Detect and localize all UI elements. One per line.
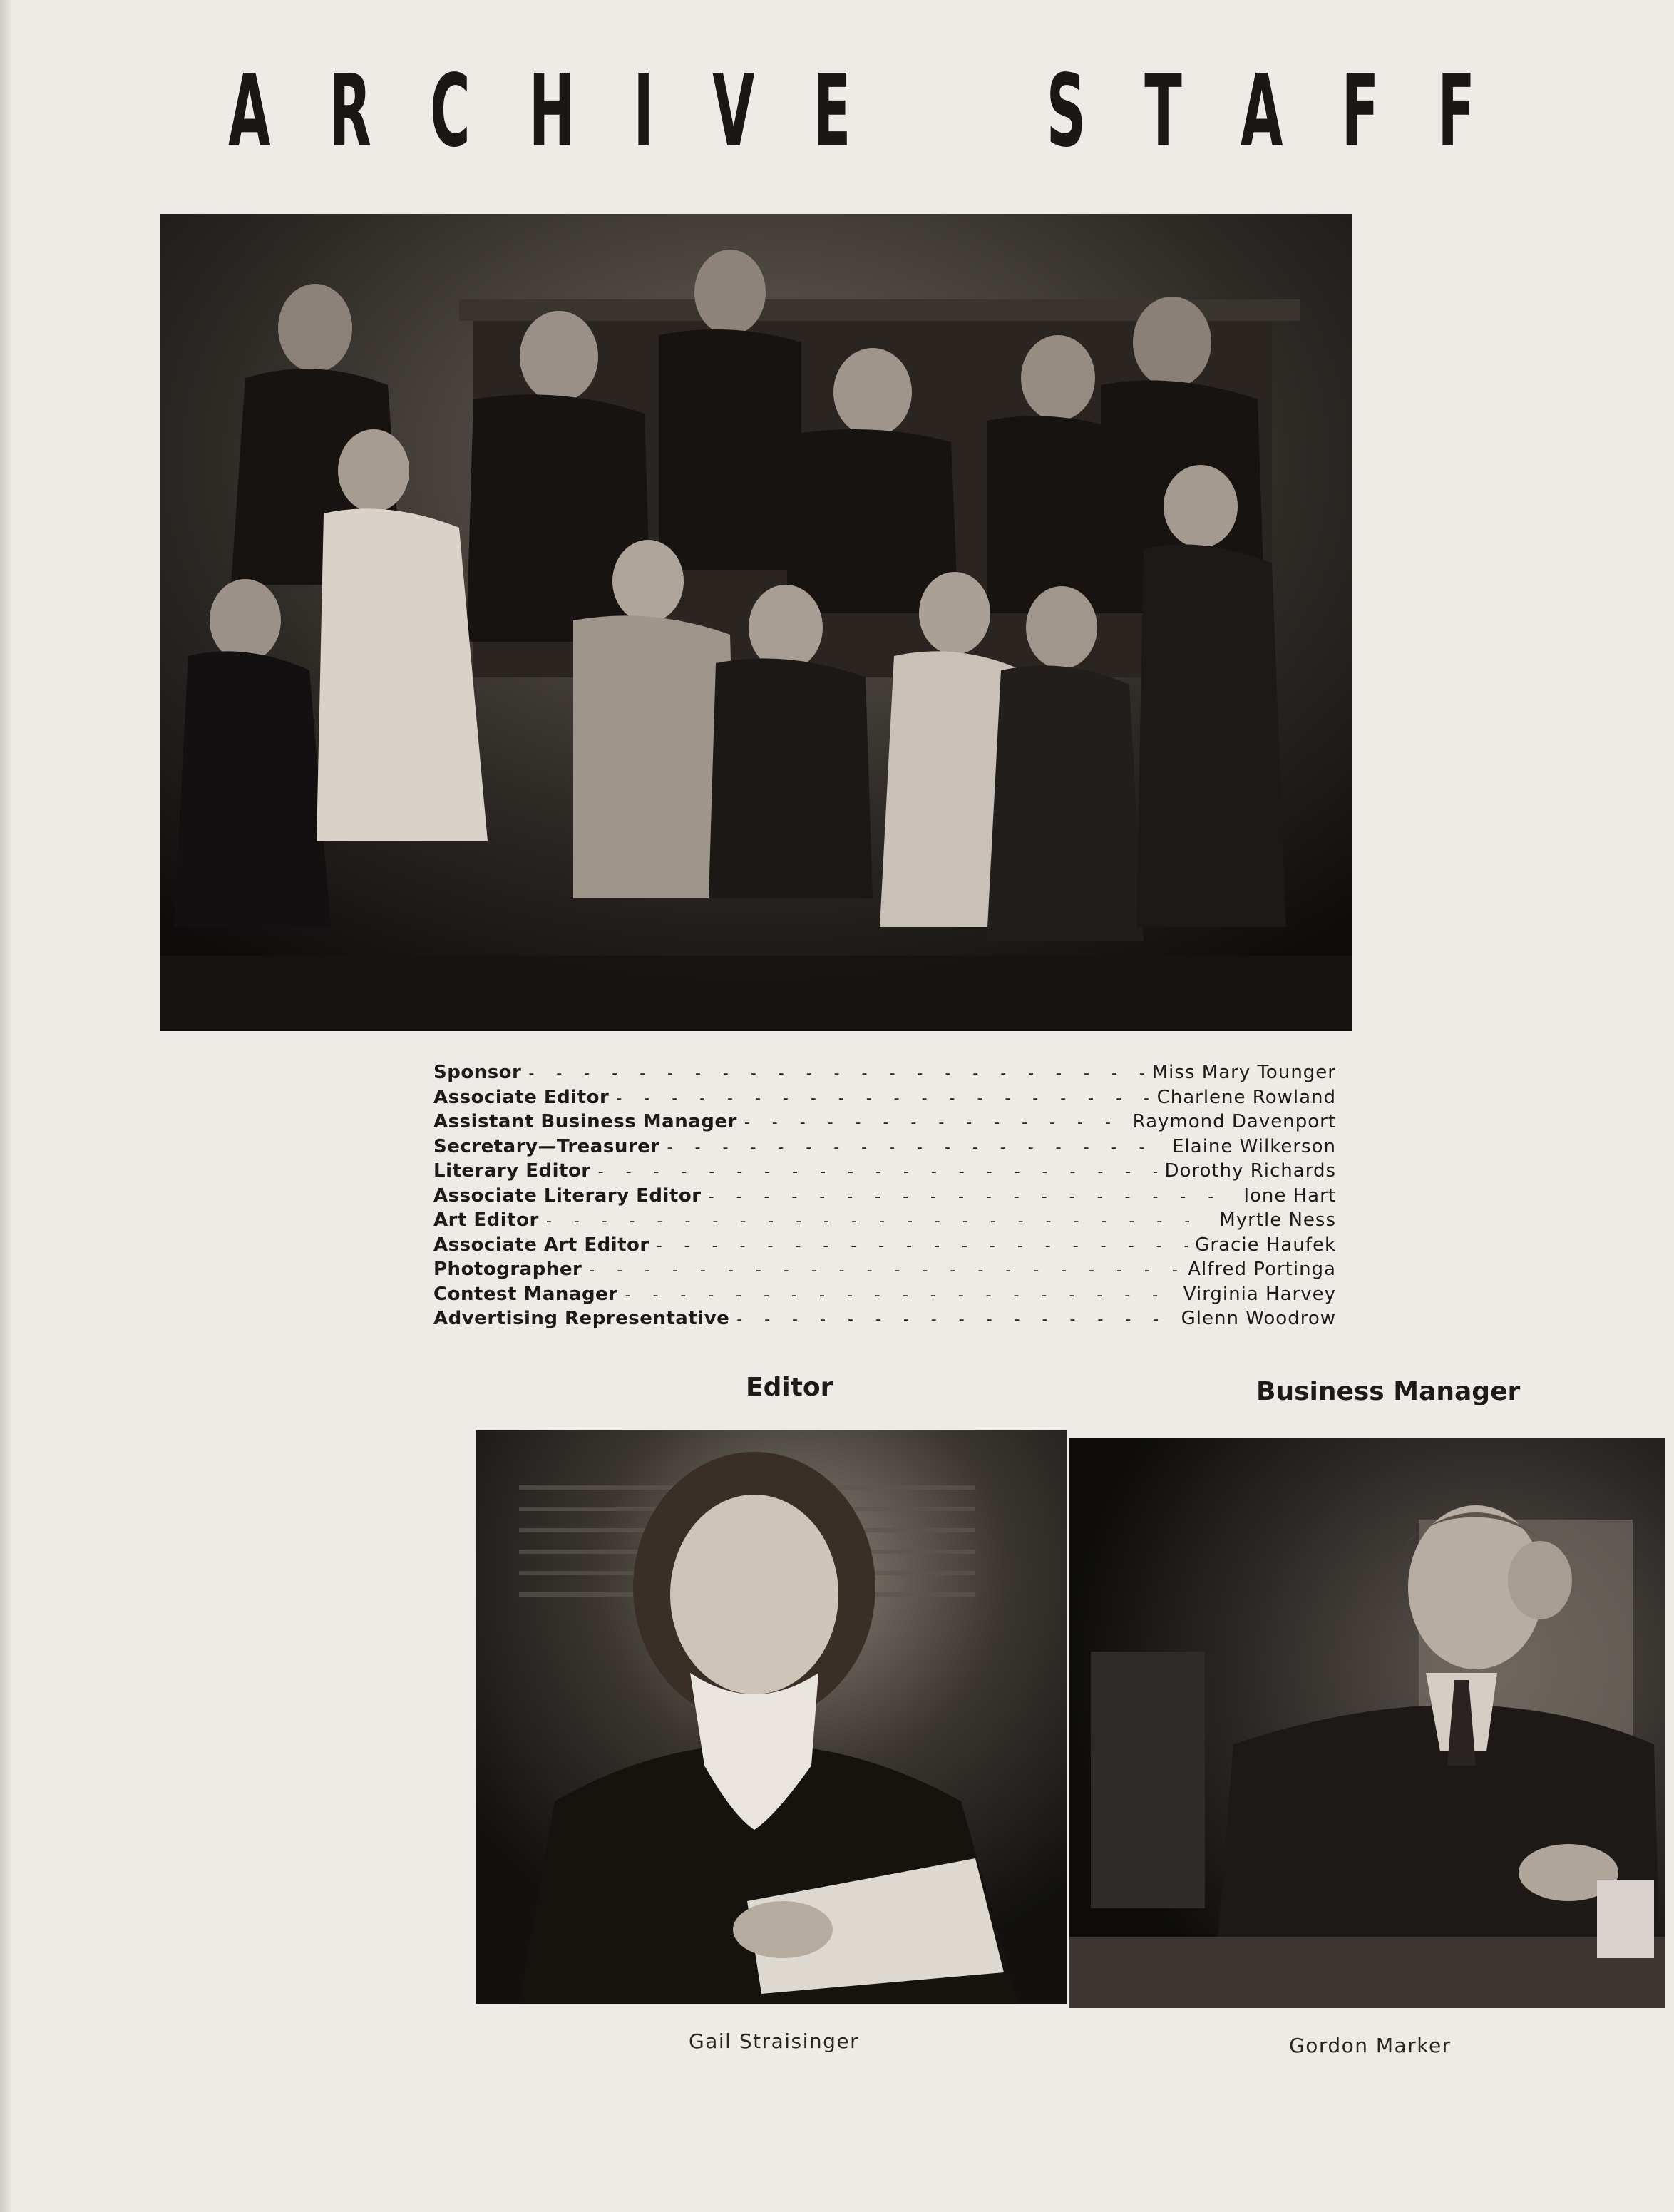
staff-role: Contest Manager: [433, 1283, 618, 1305]
staff-role: Assistant Business Manager: [433, 1111, 737, 1132]
page-title: [228, 53, 1475, 170]
editor-name-caption: Gail Straisinger: [689, 2029, 860, 2053]
staff-name: Miss Mary Tounger: [1151, 1062, 1336, 1083]
staff-name: Ione Hart: [1243, 1184, 1336, 1207]
dot-leader: [528, 1062, 1144, 1086]
staff-name: Dorothy Richards: [1164, 1160, 1336, 1182]
business-manager-portrait-photo: [1069, 1438, 1665, 2008]
staff-name: Glenn Woodrow: [1181, 1308, 1336, 1329]
staff-list: [433, 1061, 1336, 1332]
editor-portrait-image: [476, 1430, 1067, 2004]
staff-row: [433, 1135, 1336, 1160]
title-letter: I: [633, 53, 654, 170]
dot-leader: [625, 1284, 1176, 1308]
staff-role: Associate Literary Editor: [433, 1184, 702, 1207]
business-manager-heading: Business Manager: [1256, 1377, 1521, 1406]
staff-name: Virginia Harvey: [1183, 1283, 1336, 1305]
staff-row: [433, 1307, 1336, 1332]
staff-role: Associate Editor: [433, 1086, 610, 1108]
staff-name: Raymond Davenport: [1132, 1111, 1336, 1132]
dot-leader: [616, 1087, 1149, 1111]
page-edge-shadow: [0, 0, 13, 2212]
title-letter: H: [528, 53, 575, 170]
staff-role: Associate Art Editor: [433, 1234, 649, 1256]
dot-leader: [667, 1136, 1165, 1160]
staff-name: Elaine Wilkerson: [1172, 1135, 1336, 1157]
staff-row: [433, 1234, 1336, 1259]
title-letter: A: [1240, 53, 1283, 170]
dot-leader: [709, 1185, 1237, 1209]
dot-leader: [657, 1234, 1188, 1259]
editor-portrait-photo: [476, 1430, 1067, 2004]
staff-row: [433, 1110, 1336, 1135]
staff-group-photo-image: [160, 214, 1352, 1031]
dot-leader: [736, 1308, 1174, 1332]
staff-row: [433, 1086, 1336, 1111]
staff-role: Literary Editor: [433, 1160, 591, 1182]
staff-role: Secretary—Treasurer: [433, 1135, 660, 1157]
dot-leader: [589, 1259, 1181, 1283]
staff-group-photo: [160, 214, 1352, 1031]
staff-row: [433, 1159, 1336, 1184]
dot-leader: [744, 1111, 1126, 1135]
staff-role: Advertising Representative: [433, 1308, 730, 1329]
title-letter: R: [329, 53, 372, 170]
staff-row: [433, 1209, 1336, 1234]
staff-row: [433, 1283, 1336, 1308]
title-letter: S: [1046, 53, 1087, 170]
title-letter: E: [813, 53, 851, 170]
staff-role: Art Editor: [433, 1209, 539, 1231]
title-letter: V: [712, 53, 755, 170]
staff-name: Gracie Haufek: [1195, 1234, 1336, 1256]
title-gap: [910, 66, 988, 158]
staff-row: [433, 1184, 1336, 1209]
staff-row: [433, 1258, 1336, 1283]
dot-leader: [598, 1160, 1158, 1184]
dot-leader: [546, 1209, 1212, 1234]
editor-heading: Editor: [746, 1373, 833, 1402]
business-manager-portrait-image: [1069, 1438, 1665, 2008]
business-manager-name-caption: Gordon Marker: [1289, 2034, 1452, 2057]
title-letter: T: [1144, 53, 1182, 170]
staff-name: Alfred Portinga: [1188, 1259, 1336, 1280]
staff-name: Myrtle Ness: [1219, 1209, 1336, 1231]
staff-role: Sponsor: [433, 1062, 522, 1083]
staff-name: Charlene Rowland: [1156, 1086, 1336, 1108]
staff-row: [433, 1061, 1336, 1086]
title-letter: F: [1341, 53, 1380, 170]
title-letter: C: [430, 53, 471, 170]
title-letter: A: [228, 53, 271, 170]
title-letter: F: [1437, 53, 1475, 170]
staff-role: Photographer: [433, 1259, 582, 1280]
